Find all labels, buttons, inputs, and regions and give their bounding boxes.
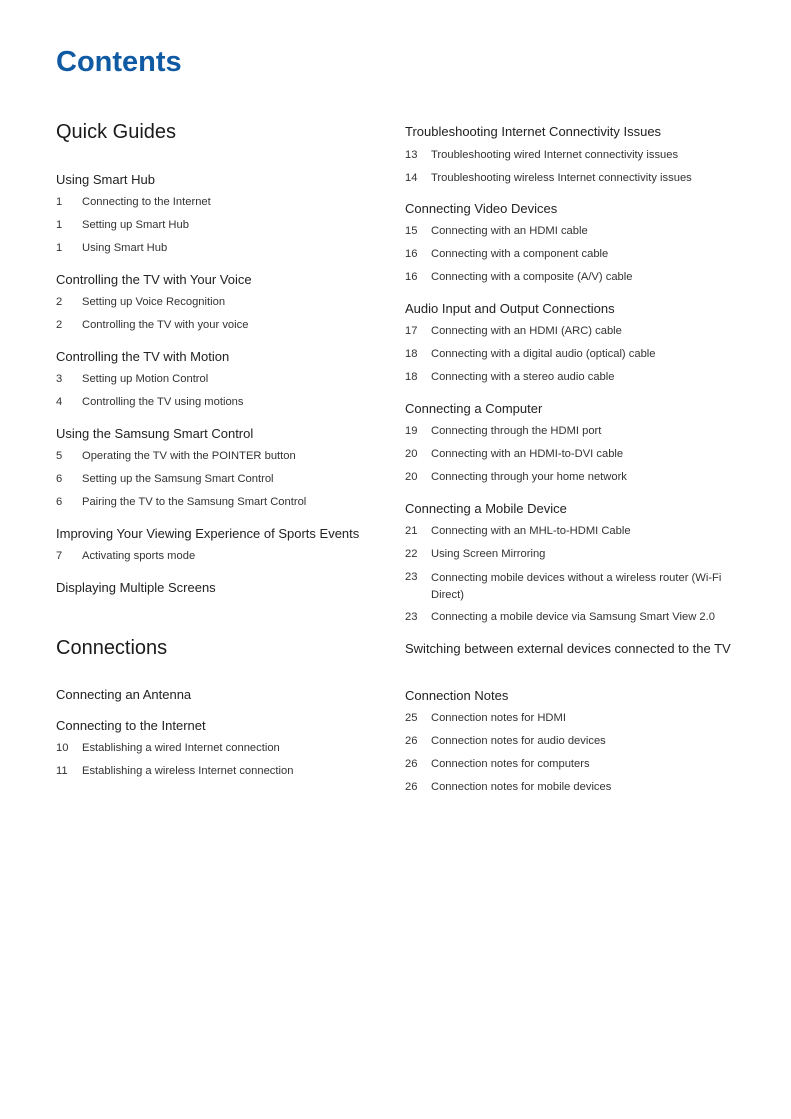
page-number: 4 (56, 396, 63, 408)
section-title[interactable]: Switching between external devices connected to the TV (405, 641, 731, 656)
page-number: 26 (405, 781, 418, 793)
page-number: 26 (405, 735, 418, 747)
entry-text: Setting up Smart Hub (82, 219, 189, 231)
entry-text: Connection notes for mobile devices (431, 781, 612, 793)
page-number: 14 (405, 172, 418, 184)
section-title[interactable]: Connecting to the Internet (56, 718, 206, 733)
page-number: 22 (405, 548, 418, 560)
entry-text: Connecting with an HDMI cable (431, 225, 588, 237)
entry-text: Connection notes for HDMI (431, 712, 566, 724)
entry-text: Connecting with a digital audio (optical) cable (431, 348, 656, 360)
section-title[interactable]: Controlling the TV with Motion (56, 349, 230, 364)
section-title[interactable]: Connection Notes (405, 688, 509, 703)
page-number: 23 (405, 571, 418, 583)
entry-text: Establishing a wireless Internet connection (82, 765, 294, 777)
page-number: 17 (405, 325, 418, 337)
page-number: 25 (405, 712, 418, 724)
page-number: 20 (405, 448, 418, 460)
entry-text: Connecting with a component cable (431, 248, 609, 260)
page-number: 10 (56, 742, 69, 754)
page-number: 20 (405, 471, 418, 483)
section-title[interactable]: Connecting Video Devices (405, 201, 558, 216)
page-number: 2 (56, 319, 63, 331)
page-number: 7 (56, 550, 63, 562)
entry-text: Setting up Motion Control (82, 373, 209, 385)
entry-text: Using Screen Mirroring (431, 548, 546, 560)
entry-text: Connection notes for computers (431, 758, 590, 770)
page-number: 18 (405, 348, 418, 360)
page-number: 5 (56, 450, 63, 462)
entry-text: Connecting through your home network (431, 471, 627, 483)
entry-text: Setting up Voice Recognition (82, 296, 226, 308)
page-number: 6 (56, 473, 63, 485)
page-number: 6 (56, 496, 63, 508)
entry-text: Activating sports mode (82, 550, 196, 562)
section-title[interactable]: Using Smart Hub (56, 172, 155, 187)
page-number: 16 (405, 248, 418, 260)
section-title[interactable]: Improving Your Viewing Experience of Sports Events (56, 526, 360, 541)
entry-text: Establishing a wired Internet connection (82, 742, 280, 754)
entry-text: Connecting through the HDMI port (431, 425, 602, 437)
entry-text: Connecting to the Internet (82, 196, 211, 208)
section-title[interactable]: Connecting a Computer (405, 401, 543, 416)
entry-text: Connecting with a stereo audio cable (431, 371, 615, 383)
entry-text: Troubleshooting wired Internet connectivity issues (431, 149, 679, 161)
page-number: 16 (405, 271, 418, 283)
page-number: 23 (405, 611, 418, 623)
entry-text: Controlling the TV using motions (82, 396, 244, 408)
section-title[interactable]: Displaying Multiple Screens (56, 580, 216, 595)
section-title[interactable]: Using the Samsung Smart Control (56, 426, 254, 441)
entry-text: Connecting with a composite (A/V) cable (431, 271, 633, 283)
page-number: 19 (405, 425, 418, 437)
chapter-title[interactable]: Quick Guides (56, 121, 177, 143)
entry-text: Using Smart Hub (82, 242, 168, 254)
page-number: 26 (405, 758, 418, 770)
entry-text: Controlling the TV with your voice (82, 319, 249, 331)
page-number: 1 (56, 196, 63, 208)
entry-text: Connection notes for audio devices (431, 735, 606, 747)
page-number: 11 (56, 765, 68, 777)
page-title: Contents (56, 46, 182, 78)
section-title[interactable]: Troubleshooting Internet Connectivity Issues (405, 124, 662, 139)
page-number: 1 (56, 219, 63, 231)
entry-text: Connecting a mobile device via Samsung Smart View 2.0 (431, 611, 715, 623)
entry-text: Setting up the Samsung Smart Control (82, 473, 274, 485)
section-title[interactable]: Controlling the TV with Your Voice (56, 272, 252, 287)
chapter-title[interactable]: Connections (56, 637, 168, 659)
entry-text: Connecting with an HDMI-to-DVI cable (431, 448, 624, 460)
entry-text: Connecting with an MHL-to-HDMI Cable (431, 525, 631, 537)
page-number: 2 (56, 296, 63, 308)
section-title[interactable]: Audio Input and Output Connections (405, 301, 615, 316)
entry-text: Connecting with an HDMI (ARC) cable (431, 325, 622, 337)
entry-text: Pairing the TV to the Samsung Smart Control (82, 496, 307, 508)
page-number: 21 (405, 525, 418, 537)
section-title[interactable]: Connecting an Antenna (56, 687, 192, 702)
page-number: 13 (405, 149, 418, 161)
page-number: 3 (56, 373, 63, 385)
entry-text: Connecting mobile devices without a wireless router (Wi-Fi Direct) (431, 572, 722, 601)
entry-text: Operating the TV with the POINTER button (82, 450, 296, 462)
page-number: 1 (56, 242, 63, 254)
entry-text: Troubleshooting wireless Internet connectivity issues (431, 172, 692, 184)
page-number: 18 (405, 371, 418, 383)
section-title[interactable]: Connecting a Mobile Device (405, 501, 567, 516)
page-number: 15 (405, 225, 418, 237)
